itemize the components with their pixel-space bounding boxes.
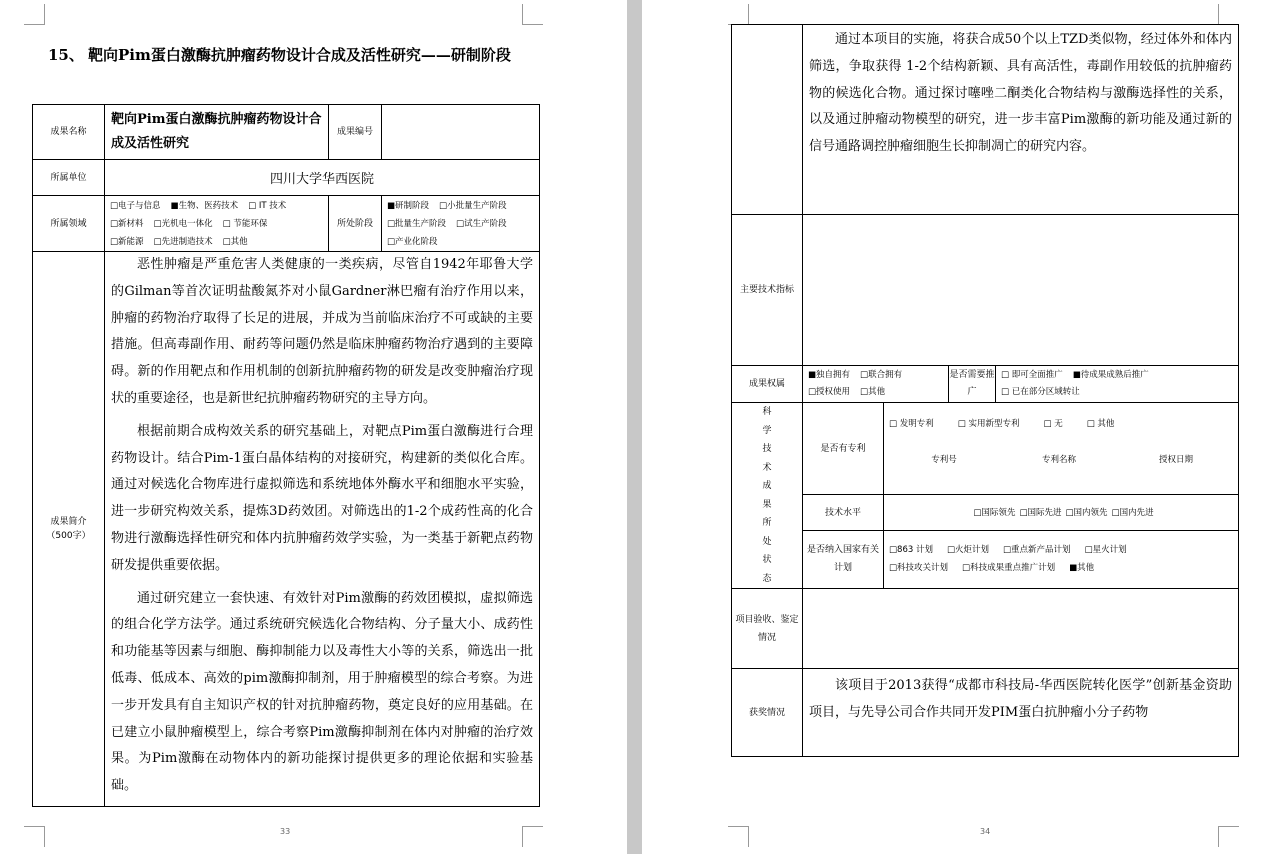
- plan-option: □火炬计划: [946, 545, 990, 556]
- stage-option: □小批量生产阶段: [439, 200, 507, 211]
- rights-option: □授权使用: [808, 387, 851, 397]
- patent-type: □ 无: [1043, 418, 1063, 429]
- rights-row: [803, 366, 1239, 403]
- heading-title: 靶向Pim蛋白激酶抗肿瘤药物设计合成及活性研究——研制阶段: [88, 46, 511, 64]
- patent-type: □ 实用新型专利: [957, 418, 1020, 429]
- rights-option: ■独自拥有: [808, 370, 851, 380]
- number-value: [382, 105, 540, 160]
- page-number: 33: [280, 827, 291, 836]
- field-option: □新材料: [110, 218, 144, 229]
- field-option: ■生物、医药技术: [170, 200, 239, 211]
- award-text: [803, 669, 1239, 757]
- sci-status-label: [732, 403, 803, 589]
- unit-value: 四川大学华西医院: [105, 160, 540, 196]
- field-option: □新能源: [110, 236, 144, 247]
- tech-level-option: □国内先进: [1111, 507, 1154, 518]
- patent-col: 专利号: [931, 454, 957, 465]
- crop-mark: [728, 4, 749, 25]
- rights-options: [803, 366, 949, 402]
- summary-label: 成果简介: [50, 516, 87, 527]
- crop-mark: [1218, 826, 1239, 847]
- tech-level-label: 技术水平: [803, 495, 884, 530]
- crop-mark: [522, 4, 543, 25]
- tech-level-option: □国际先进: [1019, 507, 1062, 518]
- acceptance-label: 项目验收、鉴定情况: [732, 589, 803, 669]
- name-label: 成果名称: [33, 105, 105, 160]
- crop-mark: [728, 826, 749, 847]
- tech-level-option: □国内领先: [1065, 507, 1108, 518]
- acceptance-value: [803, 589, 1239, 669]
- summary-paragraph: 通过研究建立一套快速、有效针对Pim激酶的药效团模拟，虚拟筛选的组合化学方法学。通过系统研究候选化合物结构、分子量大小、成药性和功能基等因素与细胞、酶抑制能力以及毒性大小等的关系，筛选出一批低毒、低成本、高效的pim激酶抑制剂，用于肿瘤模型的综合考察。为进一步开发具有自主知识产权的针对抗肿瘤药物，奠定良好的应用基础。在已建立小鼠肿瘤模型上，综合考察Pim激酶抑制剂在体内对肿瘤的治疗效果。为Pim激酶在动物体内的新功能探讨提供更多的理论依据和实验基础。: [111, 590, 533, 794]
- plan-option: □863 计划: [889, 545, 933, 556]
- page-gutter: [627, 0, 642, 854]
- summary-paragraph: 恶性肿瘤是严重危害人类健康的一类疾病，尽管自1942年耶鲁大学的Gilman等首次证明盐酸氮芥对小鼠Gardner淋巴瘤有治疗作用以来，肿瘤的药物治疗取得了长足的进展，并成为当前临床治疗不可或缺的主要措施。但高毒副作用、耐药等问题仍然是临床肿瘤药物治疗遇到的主要障碍。新的作用靶点和作用机制的创新抗肿瘤药物的研发是改变肿瘤治疗现状的重要途径，也是新世纪抗肿瘤药物研究的主导方向。: [111, 257, 533, 406]
- stage-label: 所处阶段: [329, 196, 382, 252]
- page-34: [642, 0, 1271, 854]
- plan-option: □科技成果重点推广计划: [962, 563, 1056, 574]
- promote-label: 是否需要推广: [949, 366, 996, 402]
- name-value: 靶向Pim蛋白激酶抗肿瘤药物设计合成及活性研究: [105, 105, 329, 160]
- crop-mark: [522, 826, 543, 847]
- patent-label: 是否有专利: [803, 403, 884, 495]
- crop-mark: [24, 4, 45, 25]
- stage-option: □批量生产阶段: [387, 218, 447, 229]
- tech-level-options: [884, 495, 1239, 530]
- heading-number: 15、: [48, 46, 84, 64]
- patent-types: [884, 415, 1238, 437]
- promote-options: [996, 366, 1238, 402]
- patent-col: 专利名称: [1041, 454, 1076, 465]
- patent-type: □ 其他: [1086, 418, 1115, 429]
- promote-option: □ 已在部分区域转让: [1001, 387, 1080, 397]
- tech-index-label: 主要技术指标: [732, 215, 803, 366]
- field-option: □ IT 技术: [248, 200, 287, 211]
- stage-option: □试生产阶段: [456, 218, 507, 229]
- patent-col: 授权日期: [1159, 454, 1194, 465]
- stage-options: [382, 196, 540, 252]
- award-label: 获奖情况: [732, 669, 803, 757]
- rights-option: □其他: [860, 387, 886, 397]
- number-label: 成果编号: [329, 105, 382, 160]
- achievement-form-table: [32, 104, 540, 807]
- crop-mark: [1218, 4, 1239, 25]
- summary-paragraph: 根据前期合成构效关系的研究基础上，对靶点Pim蛋白激酶进行合理药物设计。结合Pim-1蛋白晶体结构的对接研究，构建新的类似化合库。通过对候选化合物库进行虚拟筛选和系统地体外酶水平和细胞水平实验，进一步研究构效关系，提炼3D药效团。对筛选出的1-2个成药性高的化合物进行激酶选择性研究和体内抗肿瘤药效学实验，为一类基于新靶点药物研发提供重要依据。: [111, 423, 533, 573]
- rights-label: 成果权属: [732, 366, 803, 403]
- section-heading: [48, 40, 538, 70]
- plan-option: □科技攻关计划: [889, 563, 949, 574]
- tech-level-option: □国际领先: [973, 507, 1016, 518]
- award-paragraph: 该项目于2013获得“成都市科技局-华西医院转化医学”创新基金资助项目，与先导公司合作共同开发PIM蛋白抗肿瘤小分子药物: [809, 678, 1233, 720]
- field-option: □先进制造技术: [153, 236, 213, 247]
- continuation-paragraph: 通过本项目的实施，将获合成50个以上TZD类似物，经过体外和体内筛选，争取获得 1-2个结构新颖、具有高活性，毒副作用较低的抗肿瘤药物的候选化合物。通过探讨噻唑二酮类化合物结构与激酶选择性的关系，以及通过肿瘤动物模型的研究，进一步丰富Pim激酶的新功能及通过新的信号通路调控肿瘤细胞生长抑制凋亡的研究内容。: [809, 32, 1233, 155]
- unit-label: 所属单位: [33, 160, 105, 196]
- plan-option: ■其他: [1069, 563, 1095, 574]
- patent-cell: [884, 403, 1239, 495]
- stage-option: ■研制阶段: [387, 200, 430, 211]
- continuation-text: [803, 25, 1239, 215]
- promote-option: □ 即可全面推广: [1001, 370, 1063, 380]
- patent-columns: [884, 437, 1238, 483]
- stage-option: □产业化阶段: [387, 236, 438, 247]
- plan-option: □星火计划: [1084, 545, 1127, 556]
- page-number: 34: [980, 827, 991, 836]
- rights-option: □联合拥有: [860, 370, 903, 380]
- sci-status-text: 科学技术成果所处状态: [762, 407, 772, 584]
- field-options: [105, 196, 329, 252]
- patent-type: □ 发明专利: [889, 418, 934, 429]
- page-33: [0, 0, 627, 854]
- tech-index-value: [803, 215, 1239, 366]
- summary-sub: （500字）: [46, 530, 91, 541]
- crop-mark: [24, 826, 45, 847]
- plan-label: 是否纳入国家有关计划: [803, 530, 884, 588]
- field-label: 所属领域: [33, 196, 105, 252]
- achievement-form-table-continued: [731, 24, 1239, 757]
- plan-option: □重点新产品计划: [1003, 545, 1071, 556]
- summary-text: [105, 252, 540, 807]
- field-option: □ 节能环保: [222, 218, 268, 229]
- promote-option: ■待成果成熟后推广: [1072, 370, 1149, 380]
- continuation-label-cell: [732, 25, 803, 215]
- field-option: □电子与信息: [110, 200, 161, 211]
- plan-options: [884, 530, 1239, 588]
- summary-label-cell: [33, 252, 105, 807]
- field-option: □其他: [222, 236, 248, 247]
- field-option: □光机电一体化: [153, 218, 213, 229]
